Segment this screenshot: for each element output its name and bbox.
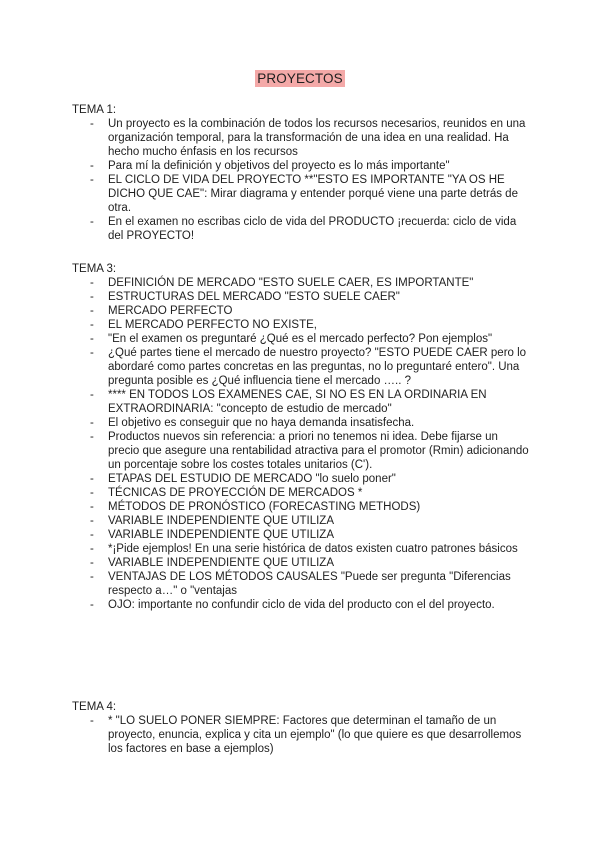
list-item-text: Un proyecto es la combinación de todos los recursos necesarios, reunidos en una organización temporal, para la transformación de una idea en una realidad. Ha hecho mucho énfasis en los recursos bbox=[108, 118, 526, 158]
dash-bullet: - bbox=[90, 305, 94, 317]
list-item-text: *¡Pide ejemplos! En una serie histórica de datos existen cuatro patrones básicos bbox=[108, 543, 518, 555]
dash-bullet: - bbox=[90, 118, 94, 130]
list-item-text: * "LO SUELO PONER SIEMPRE: Factores que determinan el tamaño de un proyecto, enuncia, explica y cita un ejemplo" (lo que quiere es que desarrollemos los factores en base a ejemplos) bbox=[108, 715, 522, 755]
list-item-text: VARIABLE INDEPENDIENTE QUE UTILIZA bbox=[108, 557, 335, 569]
list-item bbox=[72, 159, 532, 173]
list-item bbox=[72, 570, 532, 598]
dash-bullet: - bbox=[90, 571, 94, 583]
bullet-list bbox=[72, 714, 532, 756]
list-item bbox=[72, 346, 532, 388]
section-heading: TEMA 3: bbox=[72, 263, 117, 275]
list-item bbox=[72, 304, 532, 318]
title-container bbox=[0, 70, 600, 88]
list-item-text: Para mí la definición y objetivos del proyecto es lo más importante" bbox=[108, 160, 450, 172]
list-item-text: ¿Qué partes tiene el mercado de nuestro proyecto? "ESTO PUEDE CAER pero lo abordaré como partes concretas en las preguntas, no lo preguntaré entero". Una pregunta posible es ¿Qué influencia tiene el mercado ….. ? bbox=[108, 347, 527, 387]
list-item bbox=[72, 598, 532, 612]
list-item bbox=[72, 173, 532, 215]
list-item bbox=[72, 332, 532, 346]
list-item bbox=[72, 556, 532, 570]
section-heading: TEMA 4: bbox=[72, 701, 117, 713]
dash-bullet: - bbox=[90, 715, 94, 727]
section-heading: TEMA 1: bbox=[72, 104, 117, 116]
list-item-text: VARIABLE INDEPENDIENTE QUE UTILIZA bbox=[108, 515, 335, 527]
dash-bullet: - bbox=[90, 599, 94, 611]
bullet-list bbox=[72, 276, 532, 612]
bullet-list bbox=[72, 117, 532, 243]
dash-bullet: - bbox=[90, 160, 94, 172]
dash-bullet: - bbox=[90, 557, 94, 569]
section-tema-3 bbox=[72, 262, 532, 612]
dash-bullet: - bbox=[90, 501, 94, 513]
dash-bullet: - bbox=[90, 431, 94, 443]
list-item bbox=[72, 318, 532, 332]
list-item bbox=[72, 416, 532, 430]
list-item-text: MERCADO PERFECTO bbox=[108, 305, 233, 317]
dash-bullet: - bbox=[90, 389, 94, 401]
list-item bbox=[72, 215, 532, 243]
list-item bbox=[72, 472, 532, 486]
list-item bbox=[72, 486, 532, 500]
list-item bbox=[72, 528, 532, 542]
list-item-text: **** EN TODOS LOS EXAMENES CAE, SI NO ES EN LA ORDINARIA EN EXTRAORDINARIA: "concepto de estudio de mercado" bbox=[108, 389, 487, 415]
list-item bbox=[72, 388, 532, 416]
list-item-text: DEFINICIÓN DE MERCADO "ESTO SUELE CAER, ES IMPORTANTE" bbox=[108, 277, 474, 289]
dash-bullet: - bbox=[90, 291, 94, 303]
list-item-text: VARIABLE INDEPENDIENTE QUE UTILIZA bbox=[108, 529, 335, 541]
list-item-text: Productos nuevos sin referencia: a priori no tenemos ni idea. Debe fijarse un precio que asegure una rentabilidad atractiva para el promotor (Rmin) adicionando un porcentaje sobre los costes totales unitarios (C'). bbox=[108, 431, 529, 471]
list-item bbox=[72, 500, 532, 514]
section-tema-1 bbox=[72, 103, 532, 243]
list-item-text: El objetivo es conseguir que no haya demanda insatisfecha. bbox=[108, 417, 415, 429]
list-item-text: OJO: importante no confundir ciclo de vida del producto con el del proyecto. bbox=[108, 599, 495, 611]
list-item bbox=[72, 276, 532, 290]
dash-bullet: - bbox=[90, 319, 94, 331]
list-item-text: EL MERCADO PERFECTO NO EXISTE, bbox=[108, 319, 317, 331]
dash-bullet: - bbox=[90, 333, 94, 345]
list-item-text: ESTRUCTURAS DEL MERCADO "ESTO SUELE CAER" bbox=[108, 291, 400, 303]
list-item-text: TÉCNICAS DE PROYECCIÓN DE MERCADOS * bbox=[108, 487, 363, 499]
dash-bullet: - bbox=[90, 347, 94, 359]
list-item-text: MÉTODOS DE PRONÓSTICO (FORECASTING METHODS) bbox=[108, 501, 421, 513]
list-item bbox=[72, 542, 532, 556]
list-item bbox=[72, 430, 532, 472]
list-item-text: "En el examen os preguntaré ¿Qué es el mercado perfecto? Pon ejemplos" bbox=[108, 333, 493, 345]
list-item-text: En el examen no escribas ciclo de vida del PRODUCTO ¡recuerda: ciclo de vida del PROYECTO! bbox=[108, 216, 517, 242]
page-title: PROYECTOS bbox=[257, 71, 343, 86]
list-item bbox=[72, 714, 532, 756]
dash-bullet: - bbox=[90, 487, 94, 499]
dash-bullet: - bbox=[90, 529, 94, 541]
list-item-text: ETAPAS DEL ESTUDIO DE MERCADO "lo suelo poner" bbox=[108, 473, 396, 485]
dash-bullet: - bbox=[90, 473, 94, 485]
list-item-text: EL CICLO DE VIDA DEL PROYECTO **"ESTO ES IMPORTANTE "YA OS HE DICHO QUE CAE": Mirar diagrama y entender porqué viene una parte detrás de otra. bbox=[108, 174, 518, 214]
dash-bullet: - bbox=[90, 515, 94, 527]
dash-bullet: - bbox=[90, 277, 94, 289]
section-tema-4 bbox=[72, 700, 532, 756]
list-item bbox=[72, 514, 532, 528]
list-item bbox=[72, 117, 532, 159]
dash-bullet: - bbox=[90, 216, 94, 228]
dash-bullet: - bbox=[90, 543, 94, 555]
dash-bullet: - bbox=[90, 174, 94, 186]
list-item bbox=[72, 290, 532, 304]
list-item-text: VENTAJAS DE LOS MÉTODOS CAUSALES "Puede ser pregunta "Diferencias respecto a…" o "ventajas bbox=[108, 571, 511, 597]
dash-bullet: - bbox=[90, 417, 94, 429]
